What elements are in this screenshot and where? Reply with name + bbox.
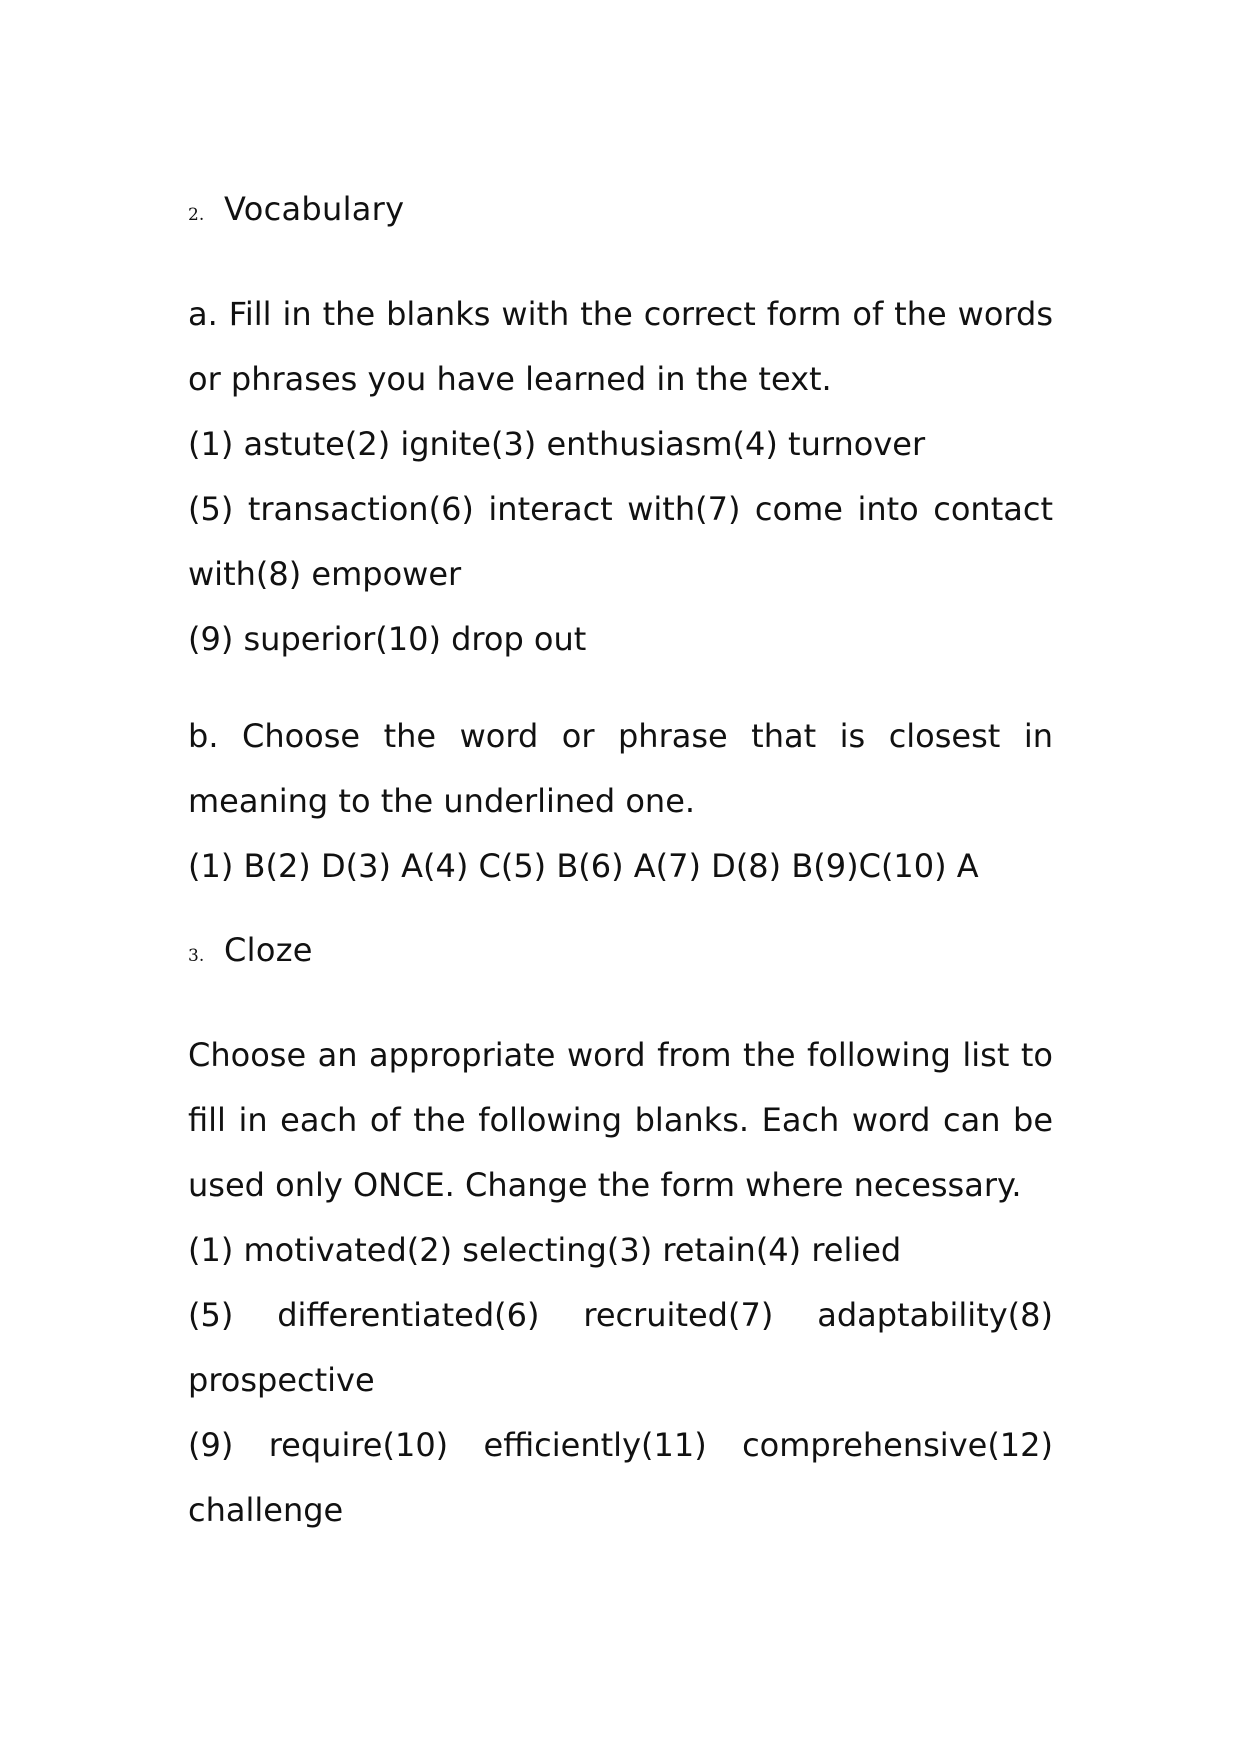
- section-3-number: 3.: [188, 946, 205, 966]
- part-b-answers: (1) B(2) D(3) A(4) C(5) B(6) A(7) D(8) B(9)C(10) A: [188, 847, 979, 885]
- part-a-answers-line-3: (9) superior(10) drop out: [188, 620, 587, 658]
- section-3-heading: [188, 931, 1053, 987]
- section-2-number: 2.: [188, 205, 205, 225]
- section-3-title: Cloze: [224, 931, 313, 969]
- part-a-answers-line-2: (5) transaction(6) interact with(7) come into contact with(8) empower: [188, 490, 1053, 593]
- section-2-title: Vocabulary: [224, 190, 405, 228]
- document-page: [188, 190, 1053, 1543]
- section-2-heading: [188, 190, 1053, 246]
- part-a-answers-line-1: (1) astute(2) ignite(3) enthusiasm(4) turnover: [188, 425, 926, 463]
- cloze-answers-line-3: (9) require(10) efficiently(11) comprehensive(12) challenge: [188, 1426, 1053, 1529]
- cloze-answers-line-2: (5) differentiated(6) recruited(7) adaptability(8) prospective: [188, 1296, 1053, 1399]
- part-a-instruction: a. Fill in the blanks with the correct form of the words or phrases you have learned in the text.: [188, 295, 1053, 398]
- cloze-answers-line-1: (1) motivated(2) selecting(3) retain(4) relied: [188, 1231, 902, 1269]
- part-b-instruction: b. Choose the word or phrase that is closest in meaning to the underlined one.: [188, 717, 1053, 820]
- cloze-instruction: Choose an appropriate word from the following list to fill in each of the following blanks. Each word can be used only ONCE. Change the form where necessary.: [188, 1036, 1053, 1204]
